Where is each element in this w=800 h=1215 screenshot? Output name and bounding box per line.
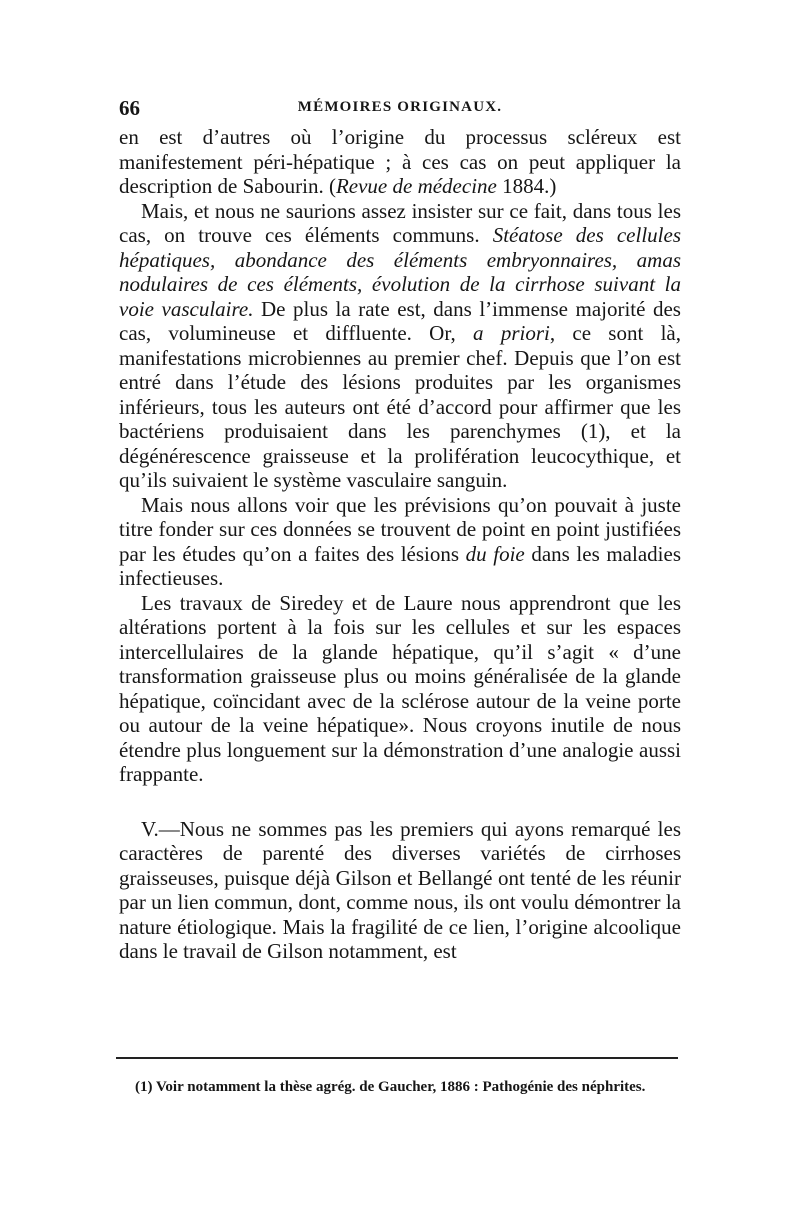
text-run: De plus la rate est, dans l’immense majorité des cas, volumineuse et diffluente. Or,	[119, 296, 681, 345]
body-text	[119, 125, 681, 964]
page-number: 66	[119, 96, 140, 120]
paragraph	[119, 125, 681, 199]
text-run: 1884.)	[496, 174, 557, 198]
running-title: MÉMOIRES ORIGINAUX.	[297, 99, 503, 115]
paragraph	[119, 199, 681, 493]
text-run: en est d’autres où l’origine du processus scléreux est manifestement péri-hépatique ; à ces cas on peut appliquer la description de Sabourin. (	[119, 125, 681, 198]
italic-text-run: Revue de médecine	[335, 174, 497, 198]
running-header	[119, 96, 681, 120]
text-run: V.—Nous ne sommes pas les premiers qui ayons remarqué les caractères de parenté des diverses variétés de cirrhoses graisseuses, puisque déjà Gilson et Bellangé ont tenté de les réunir par un lien commun, dont, comme nous, ils ont voulu démontrer la nature étiologique. Mais la fragilité de ce lien, l’origine alcoolique dans le travail de Gilson notamment, est	[119, 816, 681, 963]
text-run: Mais, et nous ne saurions assez insister sur ce fait, dans tous les cas, on trouve ces éléments communs.	[119, 198, 681, 247]
text-run: Les travaux de Siredey et de Laure nous apprendront que les altérations portent à la fois sur les cellules et sur les espaces intercellulaires de la glande hépatique, qu’il s’agit « d’une transformation graisseuse plus ou moins généralisée de la glande hépatique, coïncidant avec de la sclérose autour de la veine porte ou autour de la veine hépatique». Nous croyons inutile de nous étendre plus longuement sur la démonstration d’une analogie aussi frappante.	[119, 590, 681, 786]
text-run: dans les maladies infectieuses.	[119, 541, 681, 590]
paragraph	[119, 493, 681, 591]
italic-text-run: a priori	[473, 321, 550, 345]
paragraph	[119, 817, 681, 964]
text-run: , ce sont là, manifestations microbiennes au premier chef. Depuis que l’on est entré dans l’étude des lésions produites par les organismes inférieurs, tous les auteurs ont été d’accord pour affirmer que les bactériens produisaient dans les parenchymes (1), et la dégénérescence graisseuse et la prolifération leucocythique, et qu’ils suivaient le système vasculaire sanguin.	[119, 321, 682, 492]
text-run: Mais nous allons voir que les prévisions qu’on pouvait à juste titre fonder sur ces données se trouvent de point en point justifiées par les études qu’on a faites des lésions	[119, 492, 681, 566]
paragraph	[119, 591, 681, 787]
footnote: (1) Voir notamment la thèse agrég. de Gaucher, 1886 : Pathogénie des néphrites.	[135, 1079, 646, 1095]
footnote-separator	[116, 1057, 678, 1059]
italic-text-run: du foie	[465, 541, 525, 566]
italic-text-run: Stéatose des cellules hépatiques, abondance des éléments embryonnaires, amas nodulaires de ces éléments, évolution de la cirrhose suivant la voie vasculaire.	[119, 223, 682, 321]
